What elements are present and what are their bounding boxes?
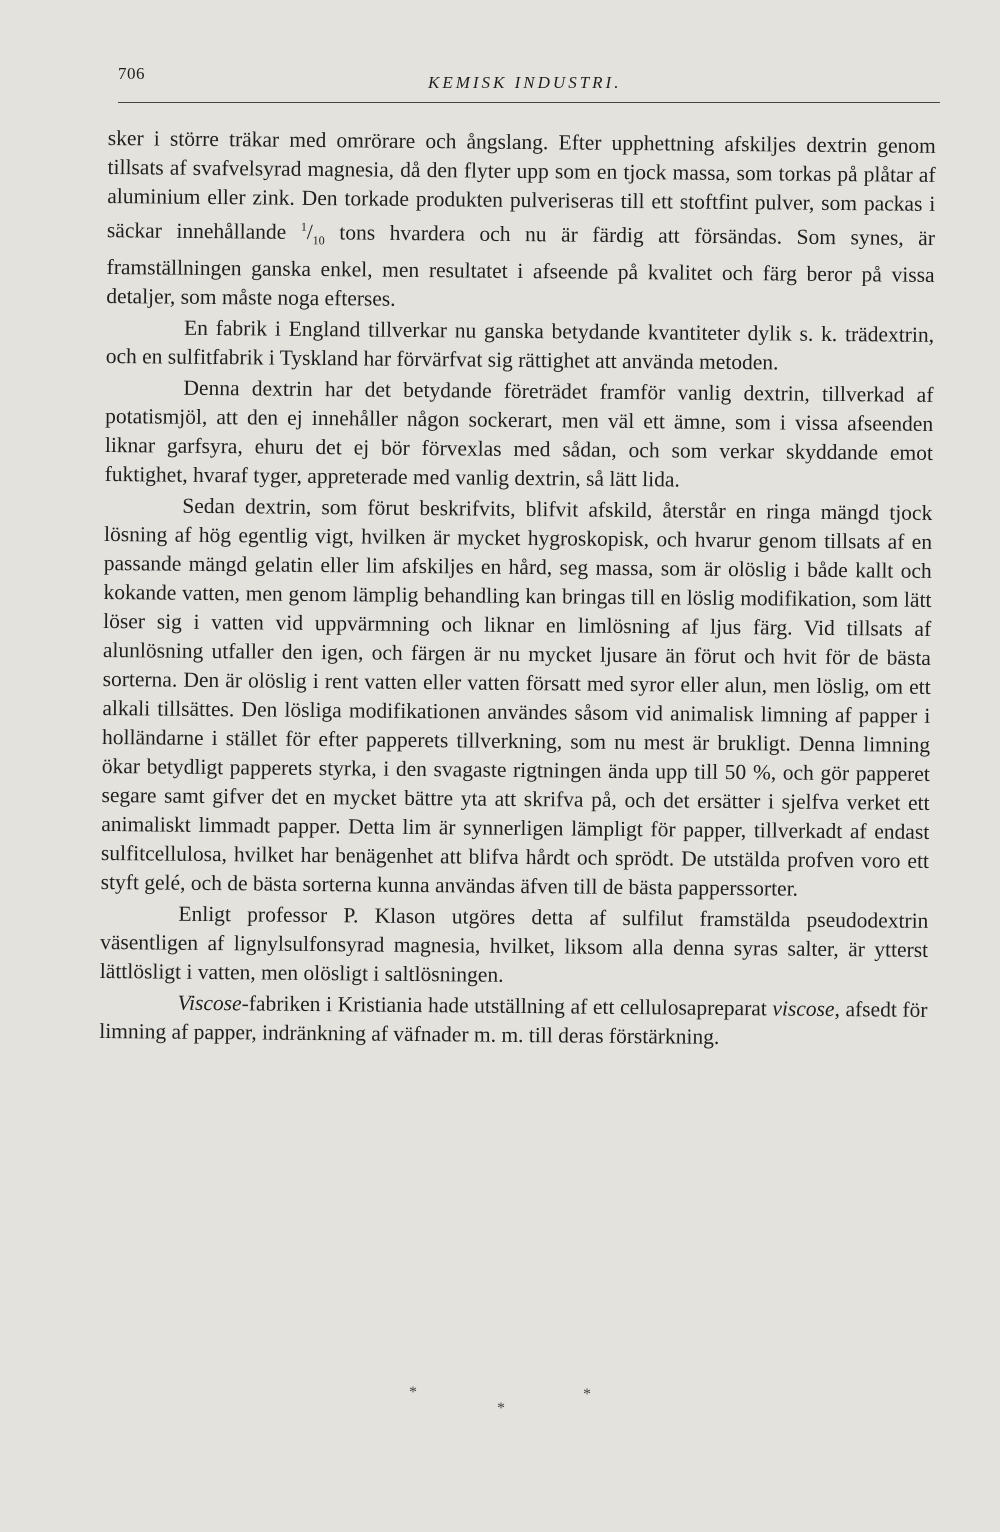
asterisk-ornament: * [583, 1386, 591, 1403]
paragraph-1: sker i större träkar med omrörare och ångslang. Efter upphettning afskiljes dextrin genom tillsats af svafvelsyrad magnesia, då den flyter upp som en tjock massa, som torkas på plåtar af aluminium eller zink. Den torkade produkten pulveriseras till ett stoftfint pulver, som packas i säckar innehållande $^1/_{10}$ tons hvardera och nu är färdig att försändas. Som synes, är framställningen ganska enkel, men resultatet i afseende på kvalitet och färg beror på vissa detaljer, som måste noga efterses. [106, 125, 936, 312]
section-break [0, 1378, 1000, 1418]
fraction: $^1/_{10}$ [300, 219, 325, 248]
paragraph-6: Viscose-fabriken i Kristiania hade utställning af ett cellulosapreparat viscose, afsedt för limning af papper, indränkning af väfnader m. m. till deras förstärkning. [99, 991, 928, 1050]
page-number: 706 [118, 64, 145, 83]
header-rule [118, 102, 940, 103]
body-text [99, 124, 936, 1054]
paragraph-5: Enligt professor P. Klason utgöres detta af sulfilut framstälda pseudodextrin väsentligen af lignylsulfonsyrad magnesia, hvilket, liksom alla denna syras salter, är ytterst lättlösligt i vatten, men olösligt i saltlösningen. [99, 902, 929, 988]
paragraph-3: Denna dextrin har det betydande företrädet framför vanlig dextrin, tillverkad af potatismjöl, att den ej innehåller någon sockerart, men väl ett ämne, som i vissa afseenden liknar garfsyra, ehuru det ej bör förvexlas med sådan, och som verkar skyddande emot fuktighet, hvaraf tyger, appreterade med vanlig dextrin, så lätt lida. [104, 376, 934, 492]
asterisk-ornament: * [497, 1400, 505, 1417]
paragraph-4: Sedan dextrin, som förut beskrifvits, blifvit afskild, återstår en ringa mängd tjock lösning af hög egentlig vigt, hvilken är mycket hygroskopisk, och hvarur genom tillsats af en passande mängd gelatin eller lim afskiljes en hård, seg massa, som är olöslig i både kallt och kokande vatten, men genom lämplig behandling kan bringas till en löslig modifikation, som lätt löser sig i vatten vid uppvärmning och liknar en limlösning af ljus färg. Vid tillsats af alunlösning utfaller den igen, och färgen är nu mycket ljusare än förut och hvit för de bästa sorterna. Den är olöslig i rent vatten eller vatten försatt med syror eller alun, men löslig, om ett alkali tillsättes. Den lösliga modifikationen användes såsom vid animalisk limning af papper i holländarne i stället för efter papperets tillverkning, som nu mest är brukligt. Denna limning ökar betydligt papperets styrka, i den svagaste rigtningen ända upp till 50 %, och gör papperet segare samt gifver det en mycket bättre yta att skrifva på, och det ersätter i sjelfva verket ett animaliskt limmadt papper. Detta lim är synnerligen lämpligt för papper, tillverkadt af endast sulfitcellulosa, hvilket har benägenhet att blifva hårdt och sprödt. De utstälda profven voro ett styft gelé, och de bästa sorterna kunna användas äfven till de bästa papperssorter. [100, 494, 933, 902]
asterisk-ornament: * [409, 1384, 417, 1401]
paragraph-2: En fabrik i England tillverkar nu ganska betydande kvantiteter dylik s. k. trädextrin, och en sulfitfabrik i Tyskland har förvärfvat sig rättighet att använda metoden. [105, 316, 935, 375]
running-title: KEMISK INDUSTRI. [428, 73, 622, 92]
